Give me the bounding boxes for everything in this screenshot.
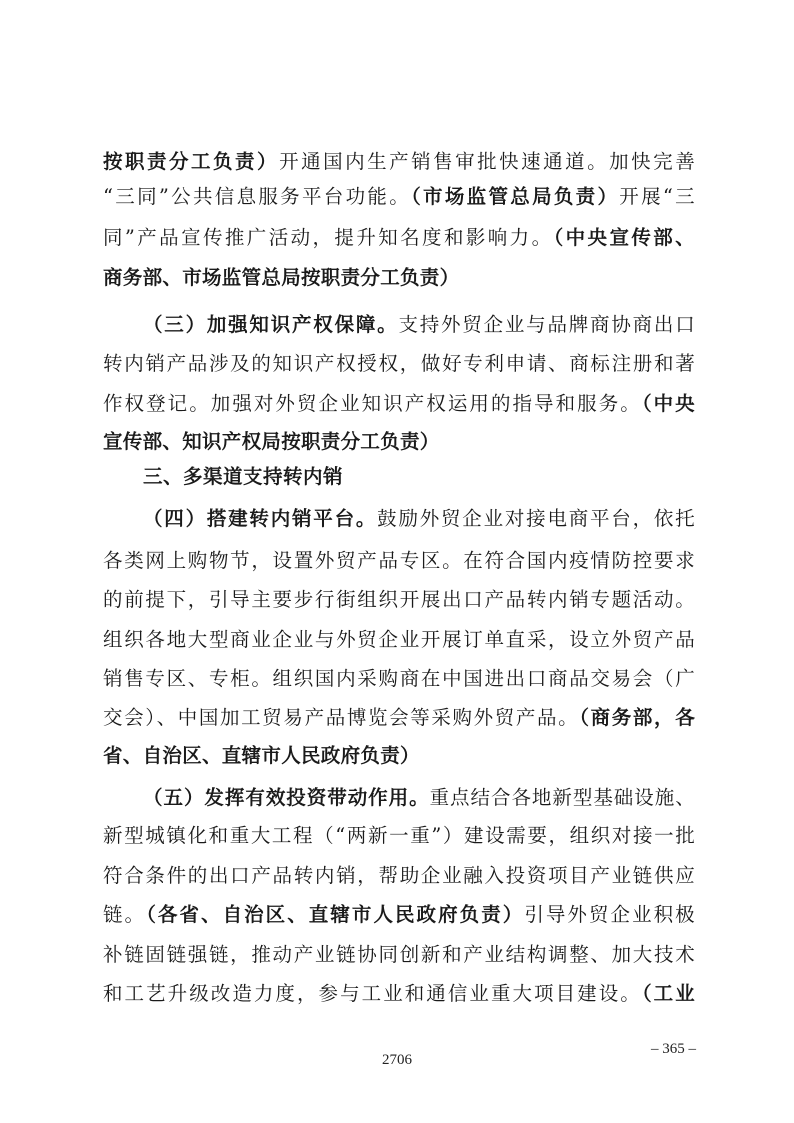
text-segment: 补链固链强链，推动产业链协同创新和产业结构调整、加大技术 <box>103 943 695 966</box>
text-segment: 和工艺升级改造力度，参与工业和通信业重大项目建设。 <box>103 982 642 1005</box>
text-line <box>103 940 695 970</box>
text-line <box>103 147 695 177</box>
text-segment: 新型城镇化和重大工程（“两新一重”）建设需要，组织对接一批 <box>103 824 695 847</box>
text-line <box>103 585 695 615</box>
bold-text-segment: 省、自治区、直辖市人民政府负责） <box>103 744 420 767</box>
text-segment: 引导外贸企业积极 <box>524 903 695 926</box>
document-number: 2706 <box>382 1052 412 1068</box>
text-segment: 交会）、中国加工贸易产品博览会等采购外贸产品。 <box>103 706 580 729</box>
text-line <box>103 263 695 293</box>
text-line <box>103 821 695 851</box>
text-line <box>103 741 695 771</box>
text-line <box>103 703 695 733</box>
bold-text-segment: （中央 <box>641 392 695 415</box>
section-heading: 三、多渠道支持转内销 <box>143 465 344 488</box>
bold-text-segment: 按职责分工负责） <box>103 150 280 173</box>
text-line <box>103 389 695 419</box>
bold-text-segment: （三）加强知识产权保障。 <box>143 313 399 336</box>
text-segment: 组织各地大型商业企业与外贸企业开展订单直采，设立外贸产品 <box>103 628 695 651</box>
text-segment: 作权登记。加强对外贸企业知识产权运用的指导和服务。 <box>103 392 642 415</box>
bold-text-segment: （商务部，各 <box>579 706 695 729</box>
text-line <box>143 310 695 340</box>
text-line <box>103 427 695 457</box>
text-line <box>143 504 695 534</box>
bold-text-segment: （五）发挥有效投资带动作用。 <box>143 786 430 809</box>
text-line <box>103 546 695 576</box>
page-number: – 365 – <box>651 1041 696 1057</box>
text-segment: “三同”公共信息服务平台功能。 <box>103 185 411 208</box>
bold-text-segment: （中央宣传部、 <box>553 226 695 249</box>
text-segment: 鼓励外贸企业对接电商平台，依托 <box>377 507 695 530</box>
bold-text-segment: 商务部、市场监管总局按职责分工负责） <box>103 266 460 289</box>
text-segment: 链。 <box>103 903 147 926</box>
text-segment: 符合条件的出口产品转内销，帮助企业融入投资项目产业链供应 <box>103 864 695 887</box>
bold-text-segment: （市场监管总局负责） <box>411 185 620 208</box>
text-line <box>103 979 695 1009</box>
text-segment: 开展“三 <box>619 185 695 208</box>
text-line <box>103 900 695 930</box>
text-segment: 销售专区、专柜。组织国内采购商在中国进出口商品交易会（广 <box>103 667 695 690</box>
bold-text-segment: （工业 <box>641 982 695 1005</box>
text-line <box>103 625 695 655</box>
text-line <box>103 349 695 379</box>
bold-text-segment: 宣传部、知识产权局按职责分工负责） <box>103 430 440 453</box>
bold-text-segment: （四）搭建转内销平台。 <box>143 507 378 530</box>
text-segment: 各类网上购物节，设置外贸产品专区。在符合国内疫情防控要求 <box>103 549 695 572</box>
text-segment: 的前提下，引导主要步行街组织开展出口产品转内销专题活动。 <box>103 588 695 611</box>
text-segment: 开通国内生产销售审批快速通道。加快完善 <box>279 150 695 173</box>
text-segment: 支持外贸企业与品牌商协商出口 <box>398 313 695 336</box>
text-line <box>103 182 695 212</box>
text-segment: 同”产品宣传推广活动，提升知名度和影响力。 <box>103 226 554 249</box>
text-line <box>103 223 695 253</box>
text-segment: 转内销产品涉及的知识产权授权，做好专利申请、商标注册和著 <box>103 352 695 375</box>
text-line <box>143 783 695 813</box>
text-line <box>103 861 695 891</box>
text-line <box>103 664 695 694</box>
text-segment: 重点结合各地新型基础设施、 <box>429 786 696 809</box>
bold-text-segment: （各省、自治区、直辖市人民政府负责） <box>146 903 525 926</box>
